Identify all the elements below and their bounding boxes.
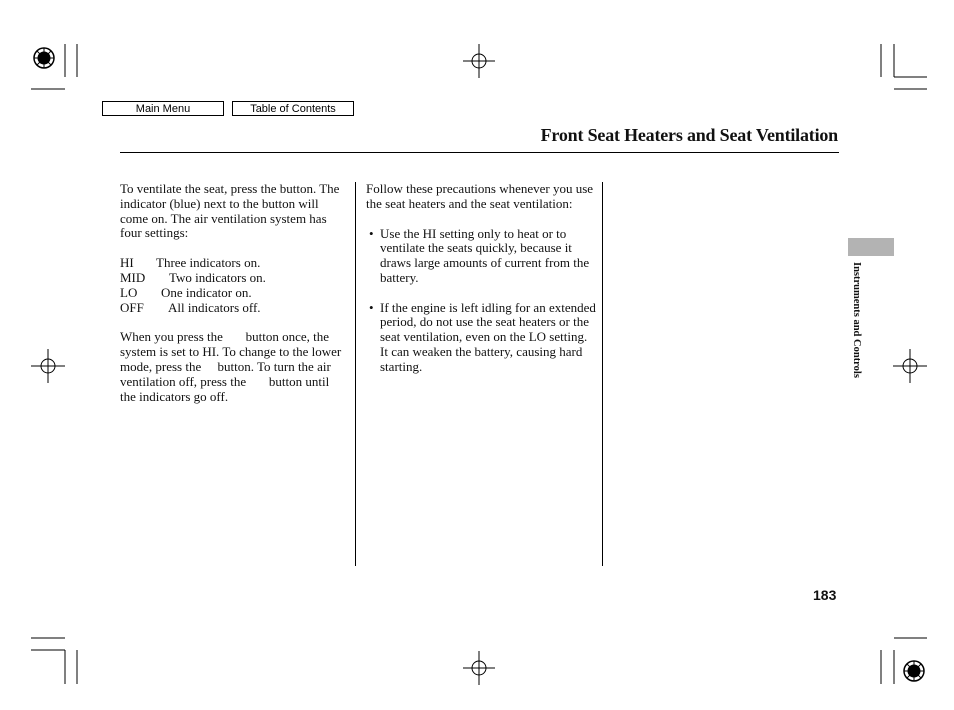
left-column [120, 182, 344, 404]
setting-desc: Three indicators on. [156, 255, 261, 271]
page-number: 183 [813, 587, 837, 603]
middle-column [366, 182, 596, 389]
bullet-icon: • [369, 225, 374, 241]
page-title: Front Seat Heaters and Seat Ventilation [540, 125, 838, 145]
section-tab [848, 238, 894, 256]
setting-row [120, 301, 344, 316]
settings-list [120, 256, 344, 315]
title-divider [120, 152, 839, 153]
main-menu-button[interactable]: Main Menu [102, 101, 224, 116]
bullet-icon: • [369, 299, 374, 315]
press-instructions: When you press the button once, the system is set to HI. To change to the lower mode, press the button. To turn the air ventilation off, press the button until the indicators go off. [120, 329, 342, 404]
setting-key: HI [120, 255, 134, 271]
table-of-contents-button[interactable]: Table of Contents [232, 101, 354, 116]
column-divider [355, 182, 356, 566]
column-divider [602, 182, 603, 566]
list-item: • If the engine is left idling for an extended period, do not use the seat heaters or the seat ventilation, even on the LO setting. It can weaken the battery, causing hard starting. [369, 299, 596, 374]
precautions-list [366, 227, 596, 375]
setting-key: MID [120, 269, 146, 285]
setting-row [120, 271, 344, 286]
section-label: Instruments and Controls [851, 262, 862, 378]
setting-desc: All indicators off. [168, 299, 261, 315]
setting-key: OFF [120, 299, 144, 315]
precautions-intro: Follow these precautions whenever you use the seat heaters and the seat ventilation: [366, 181, 594, 211]
setting-row [120, 286, 344, 301]
list-item: • Use the HI setting only to heat or to ventilate the seats quickly, because it draws large amounts of current from the battery. [369, 225, 590, 285]
setting-row [120, 256, 344, 271]
setting-desc: Two indicators on. [169, 269, 266, 285]
ventilation-intro: To ventilate the seat, press the button. The indicator (blue) next to the button will come on. The air ventilation system has four settings: [120, 181, 340, 241]
setting-desc: One indicator on. [161, 284, 252, 300]
setting-key: LO [120, 284, 138, 300]
